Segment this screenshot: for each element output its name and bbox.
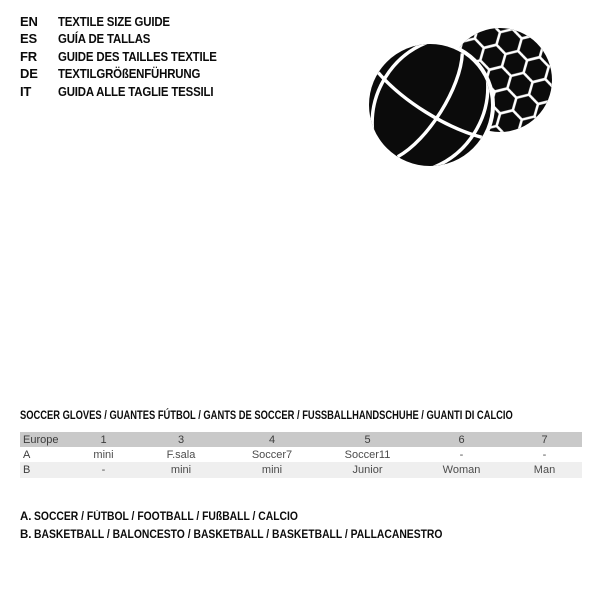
language-list (20, 13, 238, 100)
header-cell-size: 6 (416, 432, 507, 447)
row-label: B (20, 462, 70, 478)
footnote-key: B. (20, 529, 32, 541)
header-cell-size: 4 (225, 432, 319, 447)
language-label: TEXTILE SIZE GUIDE (58, 14, 170, 29)
table-cell: Soccer7 (225, 447, 319, 462)
header-cell-size: 3 (137, 432, 225, 447)
table-cell: Soccer11 (319, 447, 416, 462)
row-label: A (20, 447, 70, 462)
table-row-b (20, 462, 582, 478)
table-cell: Man (507, 462, 582, 478)
language-row-en (20, 13, 238, 30)
header-cell-size: 7 (507, 432, 582, 447)
size-table-title: SOCCER GLOVES / GUANTES FÚTBOL / GANTS DE SOCCER / FUSSBALLHANDSCHUHE / GUANTI DI CALCIO (20, 408, 513, 422)
footnote-key: A. (20, 511, 32, 523)
language-row-es (20, 30, 238, 47)
language-label: GUIDE DES TAILLES TEXTILE (58, 48, 217, 64)
language-label: TEXTILGRÖßENFÜHRUNG (58, 66, 201, 82)
table-header-row (20, 432, 582, 447)
language-row-fr (20, 48, 238, 65)
footnotes (20, 508, 488, 544)
language-row-de (20, 65, 238, 82)
table-cell: mini (137, 462, 225, 478)
table-cell: F.sala (137, 447, 225, 462)
footnote-text: BASKETBALL / BALONCESTO / BASKETBALL / BASKETBALL / PALLACANESTRO (34, 529, 443, 541)
language-code: FR (20, 48, 37, 64)
language-code: DE (20, 66, 38, 82)
table-cell: - (70, 462, 137, 478)
language-code: EN (20, 14, 38, 29)
table-cell: Junior (319, 462, 416, 478)
header-cell-region: Europe (20, 432, 70, 447)
table-cell: - (416, 447, 507, 462)
language-label: GUIDA ALLE TAGLIE TESSILI (58, 83, 214, 99)
language-code: IT (20, 83, 32, 99)
table-row-a (20, 447, 582, 462)
language-code: ES (20, 31, 37, 47)
footnote-b (20, 526, 488, 544)
header-cell-size: 1 (70, 432, 137, 447)
table-cell: Woman (416, 462, 507, 478)
balls-illustration (363, 20, 555, 172)
table-cell: - (507, 447, 582, 462)
table-cell: mini (225, 462, 319, 478)
language-row-it (20, 83, 238, 100)
header-cell-size: 5 (319, 432, 416, 447)
language-label: GUÍA DE TALLAS (58, 31, 151, 47)
size-table (20, 432, 582, 478)
footnote-a (20, 508, 488, 526)
footnote-text: SOCCER / FÚTBOL / FOOTBALL / FUßBALL / CALCIO (34, 511, 298, 523)
table-cell: mini (70, 447, 137, 462)
